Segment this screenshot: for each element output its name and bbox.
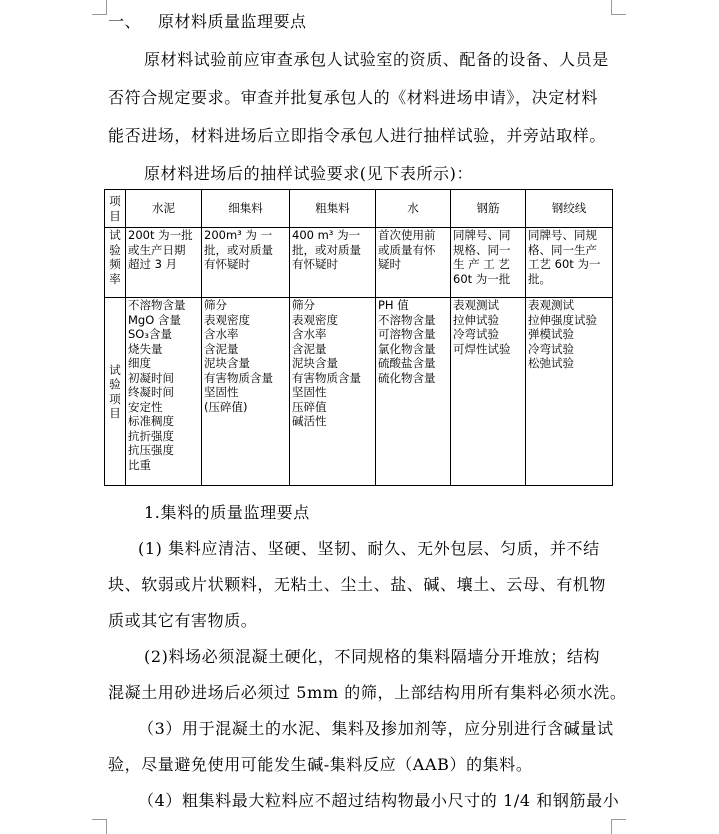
crop-mark-bottom-right xyxy=(611,819,626,834)
heading-number: 一、 xyxy=(108,12,142,31)
test-items-cell xyxy=(290,298,376,486)
column-header: 钢绞线 xyxy=(526,190,613,228)
cell-line: 氯化物含量 xyxy=(378,341,436,356)
frequency-cell xyxy=(202,228,290,298)
cell-line: 含水率 xyxy=(292,327,327,341)
cell-line: 或质量有怀 xyxy=(378,242,436,257)
test-items-row-label: 试验项目 xyxy=(105,298,126,486)
section-1-p1-line-1: (1) 集料应清洁、坚硬、坚韧、耐久、无外包层、匀质，并不结 xyxy=(138,539,600,558)
section-1-p2-line-1: (2)料场必须混凝土硬化，不同规格的集料隔墙分开堆放；结构 xyxy=(144,647,601,666)
cell-line: 烧失量 xyxy=(128,341,163,356)
cell-line: 含水率 xyxy=(204,327,239,341)
frequency-cell xyxy=(376,228,451,298)
intro-paragraph xyxy=(108,41,610,193)
column-header: 钢筋 xyxy=(451,190,526,228)
crop-mark-top-right xyxy=(611,0,626,15)
test-items-cell xyxy=(202,298,290,486)
cell-line: 表观密度 xyxy=(204,312,250,327)
cell-line: 压碎值 xyxy=(292,399,327,414)
cell-line: 松弛试验 xyxy=(528,356,574,370)
table-corner-label xyxy=(105,190,126,228)
cell-line: 冷弯试验 xyxy=(528,341,574,356)
frequency-cell xyxy=(290,228,376,298)
column-header: 细集料 xyxy=(202,190,290,228)
cell-line: 有怀疑时 xyxy=(292,257,338,271)
cell-line: 同牌号、同 xyxy=(453,228,511,242)
cell-line: 不溶物含量 xyxy=(378,312,436,327)
cell-line: 坚固性 xyxy=(204,385,239,399)
frequency-cell xyxy=(126,228,202,298)
cell-line: 400 m³ 为一 xyxy=(292,228,361,242)
cell-line: 终凝时间 xyxy=(128,385,174,399)
test-items-row xyxy=(105,298,613,486)
cell-line: 格、同一生产 xyxy=(528,242,597,257)
test-items-cell xyxy=(451,298,526,486)
cell-line: 表观密度 xyxy=(292,312,338,327)
column-header: 水 xyxy=(376,190,451,228)
cell-line: 或生产日期 xyxy=(128,242,186,257)
cell-line: 60t 为一批 xyxy=(453,271,511,286)
cell-line: 坚固性 xyxy=(292,385,327,399)
cell-line: 批，或对质量 xyxy=(204,242,273,257)
intro-line-2: 否符合规定要求。审查并批复承包人的《材料进场申请》，决定材料 xyxy=(108,88,599,107)
section-1-p2-line-2: 混凝土用砂进场后必须过 5mm 的筛，上部结构用所有集料必须水洗。 xyxy=(108,683,627,702)
cell-line: 工艺 60t 为一 xyxy=(528,257,601,271)
test-items-cell xyxy=(126,298,202,486)
intro-line-3: 能否进场，材料进场后立即指令承包人进行抽样试验，并旁站取样。 xyxy=(108,126,607,145)
frequency-cell xyxy=(526,228,613,298)
cell-line: 含泥量 xyxy=(204,341,239,356)
frequency-row xyxy=(105,228,613,298)
corner-text: 项目 xyxy=(109,194,121,223)
cell-line: 批。 xyxy=(528,271,551,286)
section-1-p1-line-2: 块、软弱或片状颗料，无粘土、尘土、盐、碱、壤土、云母、有机物 xyxy=(108,575,607,594)
cell-line: 标准稠度 xyxy=(128,414,174,428)
cell-line: 硫化物含量 xyxy=(378,370,436,385)
cell-line: 筛分 xyxy=(204,298,227,312)
intro-line-4: 原材料进场后的抽样试验要求(见下表所示)： xyxy=(144,164,474,183)
cell-line: 可焊性试验 xyxy=(453,341,511,356)
frequency-cell xyxy=(451,228,526,298)
cell-line: 细度 xyxy=(128,356,151,370)
cell-line: 有怀疑时 xyxy=(204,257,250,271)
table-header-row xyxy=(105,190,613,228)
section-1-p3-line-1: （3）用于混凝土的水泥、集料及掺加剂等，应分别进行含碱量试 xyxy=(138,719,614,738)
cell-line: 超过 3 月 xyxy=(128,257,178,271)
section-1 xyxy=(108,495,627,819)
intro-line-1: 原材料试验前应审查承包人试验室的资质、配备的设备、人员是 xyxy=(144,50,609,69)
cell-line: 可溶物含量 xyxy=(378,327,436,341)
crop-mark-bottom-left xyxy=(92,819,107,834)
section-heading xyxy=(108,10,307,34)
frequency-row-label: 试验频率 xyxy=(105,228,126,298)
sampling-requirements-table xyxy=(104,189,613,486)
cell-line: 含泥量 xyxy=(292,341,327,356)
cell-line: 比重 xyxy=(128,457,151,472)
cell-line: 200t 为一批 xyxy=(128,228,193,242)
cell-line: 拉伸试验 xyxy=(453,312,499,327)
cell-line: 碱活性 xyxy=(292,414,327,428)
cell-line: SO₃含量 xyxy=(128,327,172,341)
section-1-p4-line-1: （4）粗集料最大粒料应不超过结构物最小尺寸的 1/4 和钢筋最小 xyxy=(138,791,620,810)
section-1-p1-line-3: 质或其它有害物质。 xyxy=(108,611,258,630)
cell-line: 初凝时间 xyxy=(128,370,174,385)
cell-line: 批，或对质量 xyxy=(292,242,361,257)
cell-line: 生 产 工 艺 xyxy=(453,257,510,271)
cell-line: 有害物质含量 xyxy=(292,370,361,385)
section-1-title: 1.集料的质量监理要点 xyxy=(144,503,310,522)
cell-line: 200m³ 为 一 xyxy=(204,228,273,242)
cell-line: 弹模试验 xyxy=(528,327,574,341)
cell-line: 冷弯试验 xyxy=(453,327,499,341)
cell-line: 泥块含量 xyxy=(204,356,250,370)
heading-title: 原材料质量监理要点 xyxy=(158,12,307,31)
cell-line: 安定性 xyxy=(128,399,163,414)
cell-line: 表观测试 xyxy=(453,298,499,312)
cell-line: 泥块含量 xyxy=(292,356,338,370)
cell-line: 抗折强度 xyxy=(128,428,174,443)
cell-line: MgO 含量 xyxy=(128,312,181,327)
cell-line: 有害物质含量 xyxy=(204,370,273,385)
cell-line: 拉伸强度试验 xyxy=(528,312,597,327)
test-items-cell xyxy=(376,298,451,486)
cell-line: (压碎值) xyxy=(204,399,248,414)
test-items-cell xyxy=(526,298,613,486)
cell-line: 硫酸盐含量 xyxy=(378,356,436,370)
cell-line: 规格、同一 xyxy=(453,242,511,257)
section-1-p3-line-2: 验，尽量避免使用可能发生碱-集料反应（AAB）的集料。 xyxy=(108,755,533,774)
cell-line: 疑时 xyxy=(378,257,401,271)
cell-line: 同牌号、同规 xyxy=(528,228,597,242)
cell-line: 不溶物含量 xyxy=(128,298,186,312)
column-header: 粗集料 xyxy=(290,190,376,228)
crop-mark-top-left xyxy=(92,0,107,15)
cell-line: 首次使用前 xyxy=(378,228,436,242)
cell-line: 筛分 xyxy=(292,298,315,312)
column-header: 水泥 xyxy=(126,190,202,228)
cell-line: PH 值 xyxy=(378,298,409,312)
cell-line: 抗压强度 xyxy=(128,443,174,457)
cell-line: 表观测试 xyxy=(528,298,574,312)
